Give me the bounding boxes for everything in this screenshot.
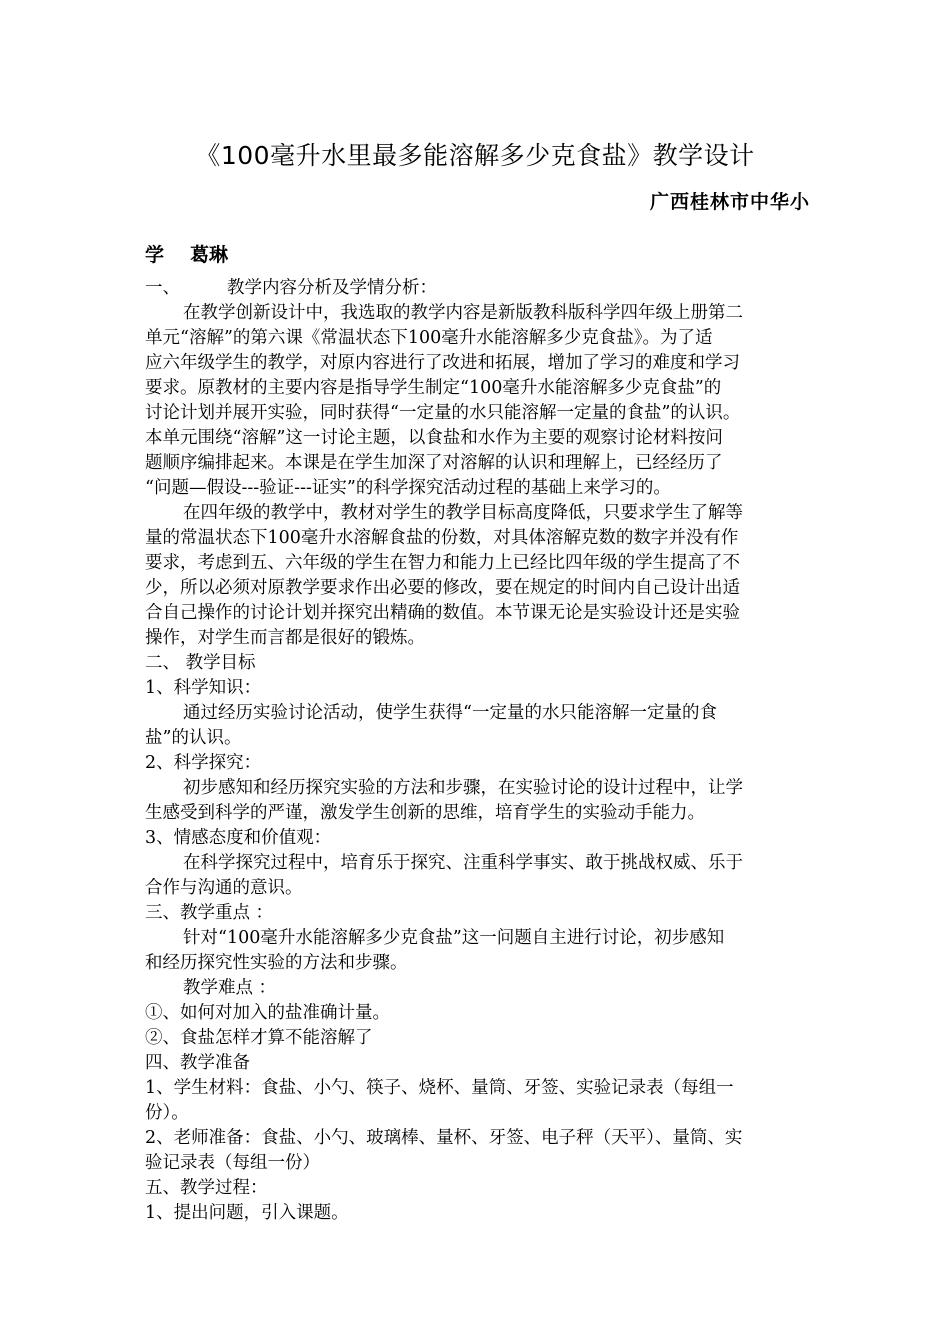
list-item: 验记录表（每组一份） bbox=[145, 1153, 320, 1173]
list-item: 1、提出问题，引入课题。 bbox=[145, 1203, 349, 1223]
paragraph-line: 合自己操作的讨论计划并探究出精确的数值。本节课无论是实验设计还是实验 bbox=[145, 603, 740, 623]
paragraph-line: 通过经历实验讨论活动，使学生获得“一定量的水只能溶解一定量的食 bbox=[183, 703, 717, 723]
document-title: 《100毫升水里最多能溶解多少克食盐》教学设计 bbox=[195, 141, 755, 170]
paragraph-line: 要求，考虑到五、六年级的学生在智力和能力上已经比四年级的学生提高了不 bbox=[145, 553, 740, 573]
subsection-heading: 教学难点 ： bbox=[183, 978, 277, 998]
section-title: 教学内容分析及学情分析： bbox=[227, 278, 437, 298]
list-item: 1、学生材料：食盐、小勺、筷子、烧杯、量筒、牙签、实验记录表（每组一 bbox=[145, 1078, 734, 1098]
paragraph-line: 要求。原教材的主要内容是指导学生制定“100毫升水能溶解多少克食盐”的 bbox=[145, 378, 722, 398]
paragraph-line: 少，所以必须对原教学要求作出必要的修改，要在规定的时间内自己设计出适 bbox=[145, 578, 740, 598]
list-item: ②、食盐怎样才算不能溶解了 bbox=[145, 1028, 373, 1048]
author-name: 葛琳 bbox=[190, 244, 229, 266]
paragraph-line: 讨论计划并展开实验，同时获得“一定量的水只能溶解一定量的食盐”的认识。 bbox=[145, 403, 741, 423]
school-name: 广西桂林市中华小 bbox=[649, 191, 810, 213]
section-heading: 三、教学重点 ： bbox=[145, 903, 274, 923]
paragraph-line: 本单元围绕“溶解”这一讨论主题，以食盐和水作为主要的观察讨论材料按问 bbox=[145, 428, 723, 448]
paragraph-line: 题顺序编排起来。本课是在学生加深了对溶解的认识和理解上，已经经历了 bbox=[145, 453, 723, 473]
author-line bbox=[145, 240, 228, 267]
paragraph-line: 和经历探究性实验的方法和步骤。 bbox=[145, 953, 408, 973]
paragraph-line: 量的常温状态下100毫升水溶解食盐的份数，对具体溶解克数的数字并没有作 bbox=[145, 528, 739, 548]
paragraph-line: 盐”的认识。 bbox=[145, 728, 242, 748]
paragraph-line: 在四年级的教学中，教材对学生的教学目标高度降低，只要求学生了解等 bbox=[183, 503, 743, 523]
list-item: 2、老师准备：食盐、小勺、玻璃棒、量杯、牙签、电子秤（天平）、量筒、实 bbox=[145, 1128, 743, 1148]
paragraph-line: 生感受到科学的严谨，激发学生创新的思维，培育学生的实验动手能力。 bbox=[145, 803, 705, 823]
paragraph-line: 应六年级学生的教学，对原内容进行了改进和拓展，增加了学习的难度和学习 bbox=[145, 353, 740, 373]
paragraph-line: 单元“溶解”的第六课《常温状态下100毫升水能溶解多少克食盐》。为了适 bbox=[145, 328, 713, 348]
section-number: 一、 bbox=[145, 278, 180, 298]
section-heading bbox=[145, 276, 810, 301]
paragraph-line: 初步感知和经历探究实验的方法和步骤，在实验讨论的设计过程中，让学 bbox=[183, 778, 743, 798]
paragraph-line: 操作，对学生而言都是很好的锻炼。 bbox=[145, 628, 425, 648]
author-prefix: 学 bbox=[145, 244, 165, 266]
list-item: 份）。 bbox=[145, 1103, 189, 1123]
document-body bbox=[145, 276, 810, 1226]
section-heading: 二、 教学目标 bbox=[145, 653, 256, 673]
paragraph-line: 针对“100毫升水能溶解多少克食盐”这一问题自主进行讨论，初步感知 bbox=[183, 928, 725, 948]
paragraph-line: 在教学创新设计中，我选取的教学内容是新版教科版科学四年级上册第二 bbox=[183, 303, 743, 323]
paragraph-line: 在科学探究过程中，培育乐于探究、注重科学事实、敢于挑战权威、乐于 bbox=[183, 853, 743, 873]
list-item: ①、如何对加入的盐准确计量。 bbox=[145, 1003, 390, 1023]
subsection-heading: 3、情感态度和价值观： bbox=[145, 828, 332, 848]
subsection-heading: 2、科学探究： bbox=[145, 753, 262, 773]
section-heading: 四、教学准备 bbox=[145, 1053, 250, 1073]
paragraph-line: “问题—假设---验证---证实”的科学探究活动过程的基础上来学习的。 bbox=[145, 478, 671, 498]
subsection-heading: 1、科学知识： bbox=[145, 678, 262, 698]
paragraph-line: 合作与沟通的意识。 bbox=[145, 878, 303, 898]
section-heading: 五、教学过程： bbox=[145, 1178, 268, 1198]
